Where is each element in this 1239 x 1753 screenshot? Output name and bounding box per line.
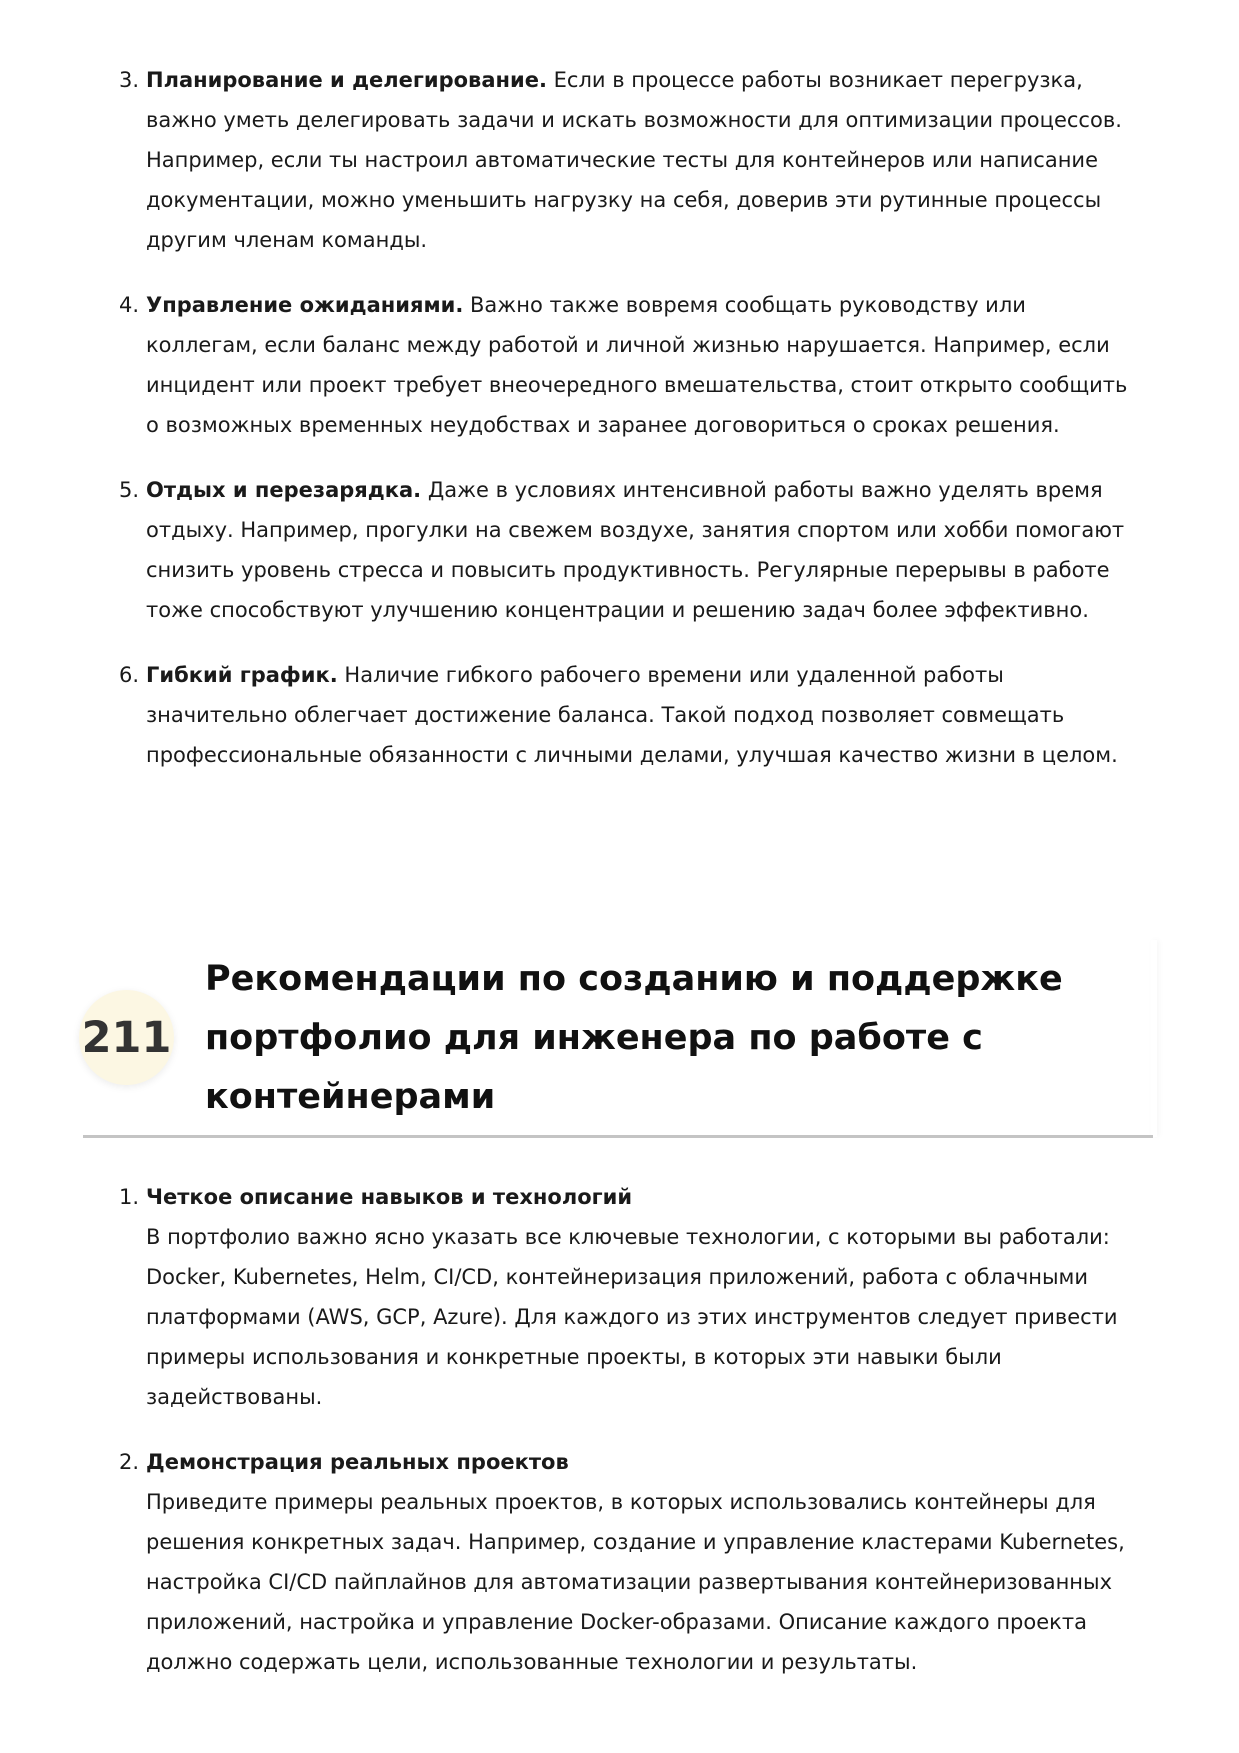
item-number: 5.: [119, 478, 140, 502]
item-title: Отдых и перезарядка.: [146, 478, 422, 502]
tips-list: [119, 60, 1179, 800]
item-line: тоже способствуют улучшению концентрации и решению задач более эффективно.: [146, 598, 1089, 622]
list-item: [119, 285, 1179, 445]
list-item: [119, 1442, 1179, 1682]
item-line: задействованы.: [146, 1385, 323, 1409]
item-line: документации, можно уменьшить нагрузку на себя, доверив эти рутинные процессы: [146, 188, 1102, 212]
item-title: Управление ожиданиями.: [146, 293, 464, 317]
item-line: [119, 60, 1179, 100]
item-line: о возможных временных неудобствах и заранее договориться о сроках решения.: [146, 413, 1060, 437]
section-divider: [83, 1135, 1153, 1138]
item-line: отдыху. Например, прогулки на свежем воздухе, занятия спортом или хобби помогают: [146, 518, 1125, 542]
item-line: должно содержать цели, использованные технологии и результаты.: [146, 1650, 918, 1674]
item-line: инцидент или проект требует внеочередного вмешательства, стоит открыто сообщить: [146, 373, 1128, 397]
item-line: В портфолио важно ясно указать все ключевые технологии, с которыми вы работали:: [146, 1225, 1110, 1249]
item-line: Например, если ты настроил автоматические тесты для контейнеров или написание: [146, 148, 1098, 172]
item-title: Гибкий график.: [146, 663, 338, 687]
list-item: [119, 470, 1179, 630]
item-line: другим членам команды.: [146, 228, 428, 252]
item-line: значительно облегчает достижение баланса. Такой подход позволяет совмещать: [146, 703, 1065, 727]
item-text: Если в процессе работы возникает перегрузка,: [553, 68, 1083, 92]
item-title: Планирование и делегирование.: [146, 68, 547, 92]
item-title-line: [119, 1177, 1179, 1217]
item-text: Важно также вовремя сообщать руководству или: [470, 293, 1026, 317]
item-title: Демонстрация реальных проектов: [146, 1450, 569, 1474]
item-line: профессиональные обязанности с личными делами, улучшая качество жизни в целом.: [146, 743, 1118, 767]
item-title: Четкое описание навыков и технологий: [146, 1185, 633, 1209]
list-item: [119, 655, 1179, 775]
item-number: 4.: [119, 293, 140, 317]
item-number: 3.: [119, 68, 140, 92]
heading-line: Рекомендации по созданию и поддержке: [205, 959, 1063, 999]
item-line: приложений, настройка и управление Docker-образами. Описание каждого проекта: [146, 1610, 1087, 1634]
item-line: [119, 285, 1179, 325]
item-line: важно уметь делегировать задачи и искать возможности для оптимизации процессов.: [146, 108, 1122, 132]
item-line: решения конкретных задач. Например, создание и управление кластерами Kubernetes,: [146, 1530, 1125, 1554]
portfolio-recommendations-list: [119, 1177, 1179, 1707]
section-number-badge: 211: [79, 990, 174, 1085]
item-line: настройка CI/CD пайплайнов для автоматизации развертывания контейнеризованных: [146, 1570, 1113, 1594]
item-line: примеры использования и конкретные проекты, в которых эти навыки были: [146, 1345, 1002, 1369]
item-number: 1.: [119, 1185, 140, 1209]
item-line: Docker, Kubernetes, Helm, CI/CD, контейнеризация приложений, работа с облачными: [146, 1265, 1089, 1289]
item-line: [119, 470, 1179, 510]
list-item: [119, 1177, 1179, 1417]
item-text: Даже в условиях интенсивной работы важно уделять время: [427, 478, 1103, 502]
heading-line: контейнерами: [205, 1077, 496, 1117]
list-item: [119, 60, 1179, 260]
item-text: Наличие гибкого рабочего времени или удаленной работы: [344, 663, 1004, 687]
heading-line: портфолио для инженера по работе с: [205, 1018, 983, 1058]
item-number: 6.: [119, 663, 140, 687]
item-title-line: [119, 1442, 1179, 1482]
item-number: 2.: [119, 1450, 140, 1474]
item-line: [119, 655, 1179, 695]
item-line: платформами (AWS, GCP, Azure). Для каждого из этих инструментов следует привести: [146, 1305, 1118, 1329]
item-line: Приведите примеры реальных проектов, в которых использовались контейнеры для: [146, 1490, 1096, 1514]
section-heading: [205, 950, 1155, 1127]
item-line: коллегам, если баланс между работой и личной жизнью нарушается. Например, если: [146, 333, 1110, 357]
item-line: снизить уровень стресса и повысить продуктивность. Регулярные перерывы в работе: [146, 558, 1110, 582]
